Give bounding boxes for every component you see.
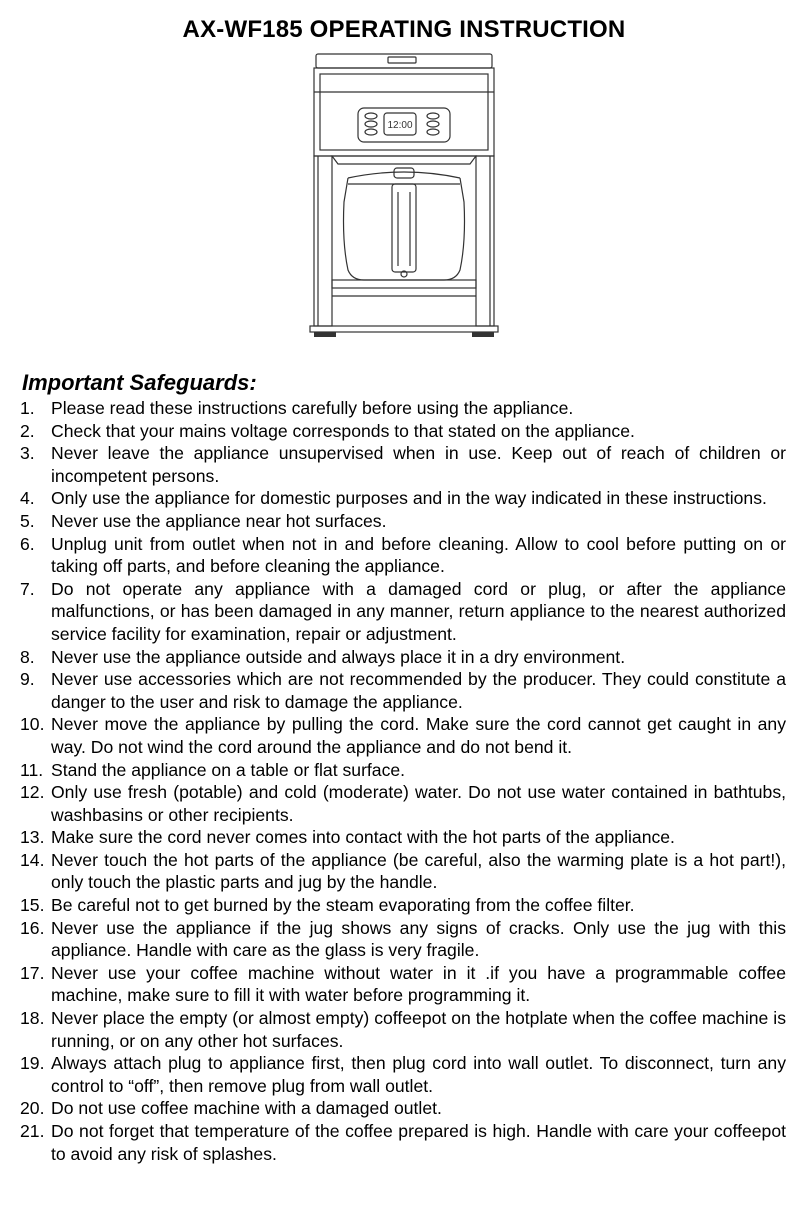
safeguard-text: Never use your coffee machine without water in it .if you have a programmable coffee machine, make sure to fill it with water before programming it. xyxy=(51,962,786,1006)
safeguard-item xyxy=(20,759,786,782)
safeguard-number: 16. xyxy=(20,917,45,938)
safeguard-item xyxy=(20,578,786,646)
safeguard-number: 13. xyxy=(20,827,45,848)
safeguards-heading: Important Safeguards: xyxy=(22,370,257,395)
safeguard-text: Unplug unit from outlet when not in and before cleaning. Allow to cool before putting on or taking off parts, and before cleaning the appliance. xyxy=(51,533,786,577)
safeguard-text: Do not use coffee machine with a damaged outlet. xyxy=(51,1098,442,1119)
safeguard-number: 8. xyxy=(20,646,35,667)
safeguard-number: 18. xyxy=(20,1008,45,1029)
coffee-maker-illustration xyxy=(304,52,504,338)
safeguard-number: 20. xyxy=(20,1098,45,1119)
safeguard-number: 17. xyxy=(20,962,45,983)
safeguard-number: 5. xyxy=(20,510,35,531)
safeguard-text: Always attach plug to appliance first, then plug cord into wall outlet. To disconnect, turn any control to “off”, then remove plug from wall outlet. xyxy=(51,1053,786,1096)
safeguard-text: Never touch the hot parts of the appliance (be careful, also the warming plate is a hot part!), only touch the plastic parts and jug by the handle. xyxy=(51,849,786,893)
safeguard-item xyxy=(20,781,786,826)
safeguard-text: Make sure the cord never comes into contact with the hot parts of the appliance. xyxy=(51,827,675,848)
safeguard-text: Check that your mains voltage corresponds to that stated on the appliance. xyxy=(51,420,635,441)
safeguard-number: 1. xyxy=(20,398,35,418)
safeguard-text: Only use fresh (potable) and cold (moderate) water. Do not use water contained in bathtubs, washbasins or other recipients. xyxy=(51,782,786,825)
safeguard-number: 11. xyxy=(20,759,44,780)
safeguard-text: Never use the appliance if the jug shows any signs of cracks. Only use the jug with this appliance. Handle with care as the glass is very fragile. xyxy=(51,917,786,961)
safeguard-number: 14. xyxy=(20,849,45,870)
safeguard-item xyxy=(20,1052,786,1097)
safeguard-item xyxy=(20,917,786,962)
safeguard-item xyxy=(20,510,786,533)
safeguard-item xyxy=(20,420,786,443)
safeguard-number: 15. xyxy=(20,895,45,916)
safeguard-item xyxy=(20,668,786,713)
safeguard-number: 21. xyxy=(20,1121,45,1141)
safeguard-item xyxy=(20,1097,786,1120)
safeguard-text: Never use the appliance near hot surfaces. xyxy=(51,510,387,531)
safeguard-number: 7. xyxy=(20,578,35,599)
safeguard-text: Never move the appliance by pulling the cord. Make sure the cord cannot get caught in any way. Do not wind the cord around the appliance and do not bend it. xyxy=(51,714,786,757)
safeguard-item xyxy=(20,1120,786,1165)
safeguard-number: 19. xyxy=(20,1053,45,1074)
safeguard-text: Never place the empty (or almost empty) coffeepot on the hotplate when the coffee machine is running, or on any other hot surfaces. xyxy=(51,1008,786,1051)
safeguard-text: Stand the appliance on a table or flat surface. xyxy=(51,759,406,780)
safeguards-list xyxy=(20,397,786,1165)
safeguard-text: Never use the appliance outside and always place it in a dry environment. xyxy=(51,646,626,667)
display-time: 12:00 xyxy=(387,120,413,131)
safeguard-item xyxy=(20,646,786,669)
safeguard-item xyxy=(20,713,786,758)
safeguard-item xyxy=(20,849,786,894)
safeguard-item xyxy=(20,1007,786,1052)
safeguard-number: 9. xyxy=(20,669,35,690)
safeguard-item xyxy=(20,826,786,849)
safeguard-item xyxy=(20,487,786,510)
safeguard-text: Never use accessories which are not recommended by the producer. They could constitute a danger to the user and risk to damage the appliance. xyxy=(51,669,786,712)
page-title: AX-WF185 OPERATING INSTRUCTION xyxy=(182,16,626,43)
safeguard-text: Do not forget that temperature of the coffee prepared is high. Handle with care your coffeepot to avoid any risk of splashes. xyxy=(51,1121,786,1164)
safeguard-item xyxy=(20,397,786,420)
safeguard-item xyxy=(20,442,786,487)
safeguard-number: 12. xyxy=(20,782,45,803)
safeguard-text: Do not operate any appliance with a damaged cord or plug, or after the appliance malfunctions, or has been damaged in any manner, return appliance to the nearest authorized service facility for examination, repair or adjustment. xyxy=(51,578,786,644)
safeguard-number: 4. xyxy=(20,488,35,509)
safeguard-text: Never leave the appliance unsupervised when in use. Keep out of reach of children or incompetent persons. xyxy=(51,443,786,486)
safeguard-number: 6. xyxy=(20,533,35,554)
safeguard-text: Be careful not to get burned by the steam evaporating from the coffee filter. xyxy=(51,895,635,916)
safeguard-item xyxy=(20,962,786,1007)
safeguard-text: Only use the appliance for domestic purposes and in the way indicated in these instructions. xyxy=(51,488,767,509)
safeguard-number: 3. xyxy=(20,443,35,464)
safeguard-text: Please read these instructions carefully before using the appliance. xyxy=(51,398,574,418)
safeguard-number: 10. xyxy=(20,714,45,735)
safeguard-item xyxy=(20,894,786,917)
safeguard-number: 2. xyxy=(20,420,35,441)
safeguard-item xyxy=(20,533,786,578)
